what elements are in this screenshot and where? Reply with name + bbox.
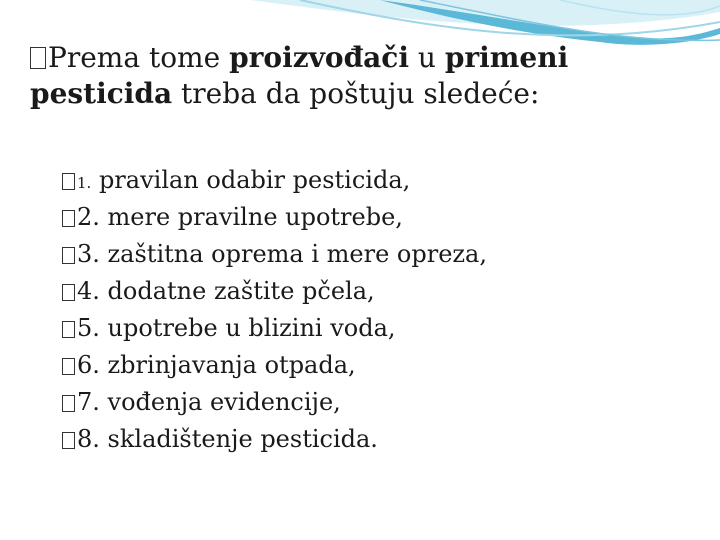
missing-glyph-bullet-icon	[30, 47, 46, 69]
missing-glyph-bullet-icon	[62, 358, 75, 375]
missing-glyph-bullet-icon	[62, 173, 75, 190]
numbered-list	[62, 162, 487, 458]
item-text: mere pravilne upotrebe,	[99, 203, 403, 231]
title-text-3: treba da poštuju sledeće:	[172, 77, 540, 110]
item-text: zaštitna oprema i mere opreza,	[99, 240, 487, 268]
item-number: 2.	[77, 203, 100, 231]
list-item	[62, 273, 487, 310]
item-number: 7.	[77, 388, 100, 416]
item-text: skladištenje pesticida.	[99, 425, 378, 453]
missing-glyph-bullet-icon	[62, 395, 75, 412]
missing-glyph-bullet-icon	[62, 432, 75, 449]
title-text-1: Prema tome	[48, 41, 230, 74]
list-item	[62, 162, 487, 199]
list-item	[62, 421, 487, 458]
item-text: dodatne zaštite pčela,	[99, 277, 375, 305]
item-number: 8.	[77, 425, 100, 453]
missing-glyph-bullet-icon	[62, 210, 75, 227]
missing-glyph-bullet-icon	[62, 284, 75, 301]
list-item	[62, 347, 487, 384]
item-number: 4.	[77, 277, 100, 305]
title-bold-2: primeni pesticida	[30, 41, 569, 110]
title-bold-1: proizvođači	[229, 41, 409, 74]
list-item	[62, 384, 487, 421]
slide-title	[30, 40, 690, 112]
list-item	[62, 310, 487, 347]
item-text: vođenja evidencije,	[99, 388, 341, 416]
item-text: pravilan odabir pesticida,	[91, 166, 411, 194]
item-number: 6.	[77, 351, 100, 379]
item-number: 3.	[77, 240, 100, 268]
item-text: zbrinjavanja otpada,	[99, 351, 356, 379]
list-item	[62, 199, 487, 236]
missing-glyph-bullet-icon	[62, 321, 75, 338]
item-number: 1.	[77, 174, 92, 192]
title-text-2: u	[408, 41, 445, 74]
item-number: 5.	[77, 314, 100, 342]
list-item	[62, 236, 487, 273]
missing-glyph-bullet-icon	[62, 247, 75, 264]
item-text: upotrebe u blizini voda,	[99, 314, 396, 342]
